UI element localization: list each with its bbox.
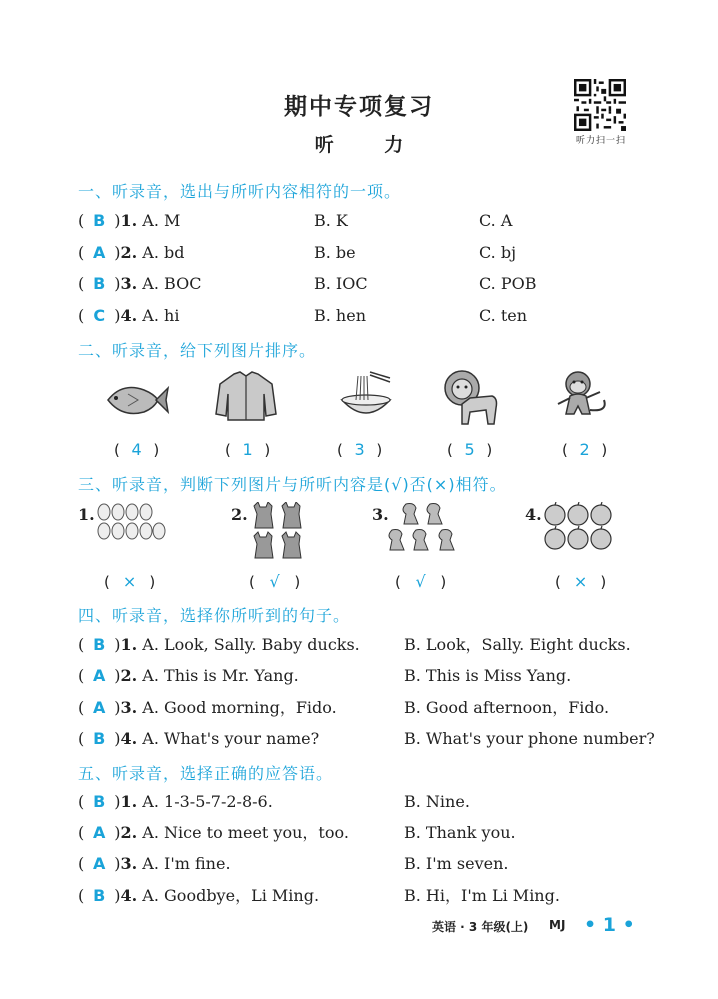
option-b: B. K: [314, 211, 348, 230]
lion-icon: [440, 368, 500, 428]
s4-question-4: ( B )4. A. What's your name? B. What's your phone number?: [78, 727, 319, 751]
s1-question-3: ( B )3. A. BOC B. IOC C. POB: [78, 272, 201, 296]
answer: A: [93, 698, 106, 717]
option-b: B. Look，Sally. Eight ducks.: [404, 635, 631, 654]
s5-question-4: ( B )4. A. Goodbye，Li Ming. B. Hi，I'm Li Ming.: [78, 884, 319, 908]
s3-num-2: 2.: [231, 505, 248, 524]
apples-icon: [543, 502, 613, 552]
s2-answer-1: ( 4 ): [114, 440, 160, 459]
option-a: A. hi: [142, 306, 180, 325]
jacket-icon: [214, 370, 278, 422]
answer: B: [93, 635, 106, 654]
qr-caption: 听力扫一扫: [575, 136, 626, 146]
s5-question-1: ( B )1. A. 1-3-5-7-2-8-6. B. Nine.: [78, 790, 273, 814]
s3-answer-3: ( √ ): [395, 572, 447, 591]
option-b: B. I'm seven.: [404, 854, 509, 873]
option-a: A. What's your name?: [142, 729, 320, 748]
s3-answer-1: ( × ): [104, 572, 156, 591]
option-b: B. This is Miss Yang.: [404, 666, 572, 685]
option-b: B. What's your phone number?: [404, 729, 655, 748]
answer: C: [93, 306, 106, 325]
s1-question-4: ( C )4. A. hi B. hen C. ten: [78, 304, 179, 328]
s4-question-2: ( A )2. A. This is Mr. Yang. B. This is Miss Yang.: [78, 664, 299, 688]
option-b: B. Hi，I'm Li Ming.: [404, 886, 560, 905]
section-2-heading: 二、听录音，给下列图片排序。: [78, 341, 317, 360]
page-title: 期中专项复习: [284, 94, 434, 120]
s5-question-2: ( A )2. A. Nice to meet you，too. B. Thank you.: [78, 821, 349, 845]
option-c: C. A: [479, 211, 513, 230]
option-c: C. POB: [479, 274, 537, 293]
answer: B: [93, 274, 106, 293]
option-c: C. bj: [479, 243, 517, 262]
s1-question-2: ( A )2. A. bd B. be C. bj: [78, 241, 185, 265]
option-a: A. Good morning，Fido.: [142, 698, 337, 717]
dogs-icon: [388, 502, 462, 554]
option-a: A. Nice to meet you，too.: [142, 823, 349, 842]
answer: A: [93, 854, 106, 873]
s2-answer-3: ( 3 ): [337, 440, 383, 459]
option-b: B. Good afternoon，Fido.: [404, 698, 610, 717]
qr-code-icon[interactable]: [574, 79, 626, 131]
option-b: B. Nine.: [404, 792, 470, 811]
s4-question-1: ( B )1. A. Look, Sally. Baby ducks. B. Look，Sally. Eight ducks.: [78, 633, 360, 657]
footer-edition: MJ: [549, 918, 566, 932]
s2-answer-5: ( 2 ): [562, 440, 608, 459]
option-a: A. Look, Sally. Baby ducks.: [142, 635, 360, 654]
s3-answer-2: ( √ ): [249, 572, 301, 591]
option-b: B. hen: [314, 306, 367, 325]
answer: A: [93, 823, 106, 842]
s5-question-3: ( A )3. A. I'm fine. B. I'm seven.: [78, 852, 231, 876]
fish-icon: [104, 378, 170, 422]
section-1-heading: 一、听录音，选出与所听内容相符的一项。: [78, 182, 402, 201]
option-a: A. I'm fine.: [142, 854, 231, 873]
s2-answer-2: ( 1 ): [225, 440, 271, 459]
s1-question-1: ( B )1. A. M B. K C. A: [78, 209, 180, 233]
option-a: A. Goodbye，Li Ming.: [142, 886, 320, 905]
option-a: A. This is Mr. Yang.: [142, 666, 299, 685]
cats-icon: [251, 502, 307, 562]
option-a: A. 1-3-5-7-2-8-6.: [142, 792, 273, 811]
answer: B: [93, 886, 106, 905]
s3-num-3: 3.: [372, 505, 389, 524]
s2-answer-4: ( 5 ): [447, 440, 493, 459]
answer: A: [93, 666, 106, 685]
page-number: • 1 •: [584, 914, 635, 936]
noodles-icon: [338, 370, 394, 424]
s4-question-3: ( A )3. A. Good morning，Fido. B. Good afternoon，Fido.: [78, 696, 337, 720]
option-c: C. ten: [479, 306, 528, 325]
s3-answer-4: ( × ): [555, 572, 607, 591]
answer: A: [93, 243, 106, 262]
option-b: B. IOC: [314, 274, 368, 293]
section-3-heading: 三、听录音，判断下列图片与所听内容是(√)否(×)相符。: [78, 475, 507, 494]
option-a: A. BOC: [142, 274, 202, 293]
monkey-icon: [552, 370, 612, 426]
option-b: B. Thank you.: [404, 823, 516, 842]
option-a: A. bd: [142, 243, 185, 262]
s3-num-1: 1.: [78, 505, 95, 524]
eggs-icon: [96, 503, 166, 541]
footer-book: 英语 · 3 年级(上): [432, 920, 529, 934]
option-a: A. M: [142, 211, 181, 230]
answer: B: [93, 729, 106, 748]
option-b: B. be: [314, 243, 356, 262]
answer: B: [93, 211, 106, 230]
page-subtitle: 听 力: [314, 134, 426, 156]
section-4-heading: 四、听录音，选择你所听到的句子。: [78, 606, 351, 625]
answer: B: [93, 792, 106, 811]
s3-num-4: 4.: [525, 505, 542, 524]
section-5-heading: 五、听录音，选择正确的应答语。: [78, 764, 334, 783]
